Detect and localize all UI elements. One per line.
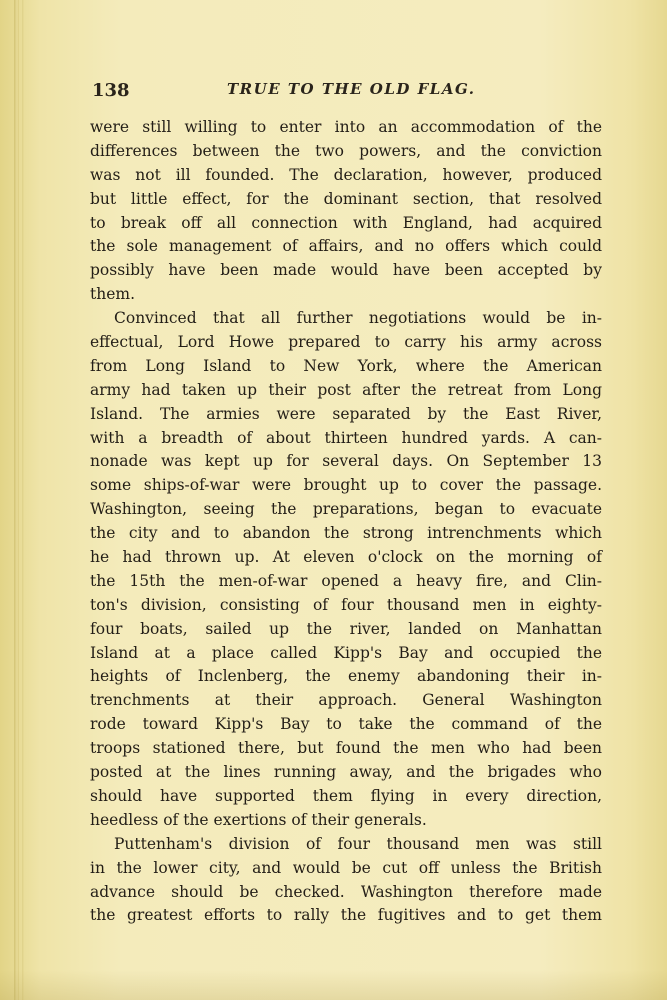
text-line: rode toward Kipp's Bay to take the command of the [90,715,602,734]
text-line: them. [90,285,136,304]
running-title: TRUE TO THE OLD FLAG. [227,80,476,98]
text-line: posted at the lines running away, and the brigades who [90,763,602,782]
text-line: Island at a place called Kipp's Bay and occupied the [90,643,602,662]
text-line: with a breadth of about thirteen hundred yards. A can- [90,428,602,447]
text-line: but little effect, for the dominant section, that resolved [90,189,602,208]
text-line: from Long Island to New York, where the American [90,356,602,375]
text-line: effectual, Lord Howe prepared to carry his army across [90,333,602,352]
text-line: four boats, sailed up the river, landed on Manhattan [90,619,602,638]
text-line: nonade was kept up for several days. On September 13 [90,452,602,471]
text-line: heights of Inclenberg, the enemy abandoning their in- [90,667,602,686]
text-line: the city and to abandon the strong intrenchments which [90,524,602,543]
page-number: 138 [92,80,130,101]
text-line: Puttenham's division of four thousand men was still [114,834,602,853]
body-text [90,116,602,928]
text-line: possibly have been made would have been accepted by [90,261,602,280]
text-line: the greatest efforts to rally the fugitives and to get them [90,906,602,925]
text-line: the 15th the men-of-war opened a heavy fire, and Clin- [90,571,602,590]
page-binding-shadow [22,0,24,1000]
text-line: ton's division, consisting of four thousand men in eighty- [90,595,602,614]
text-line: to break off all connection with England, had acquired [90,213,602,232]
page-header [92,78,602,104]
text-line: Convinced that all further negotiations would be in- [114,309,602,328]
text-line: troops stationed there, but found the men who had been [90,739,602,758]
page-binding-edge [14,0,19,1000]
text-line: Island. The armies were separated by the East River, [90,404,602,423]
text-line: were still willing to enter into an accommodation of the [90,118,602,136]
text-line: differences between the two powers, and the conviction [90,141,602,160]
text-line: some ships-of-war were brought up to cover the passage. [90,476,602,495]
text-line: Washington, seeing the preparations, began to evacuate [90,500,602,519]
text-line: heedless of the exertions of their generals. [90,810,427,829]
text-line: he had thrown up. At eleven o'clock on the morning of [90,548,602,567]
text-line: advance should be checked. Washington therefore made [90,882,602,901]
text-line: army had taken up their post after the retreat from Long [90,380,602,399]
text-line: was not ill founded. The declaration, however, produced [90,165,602,184]
text-line: trenchments at their approach. General Washington [90,691,602,710]
text-line: in the lower city, and would be cut off unless the British [90,858,602,877]
text-line: the sole management of affairs, and no offers which could [90,237,602,256]
page-bottom-shadow [0,970,667,1000]
text-line: should have supported them flying in every direction, [90,786,602,805]
